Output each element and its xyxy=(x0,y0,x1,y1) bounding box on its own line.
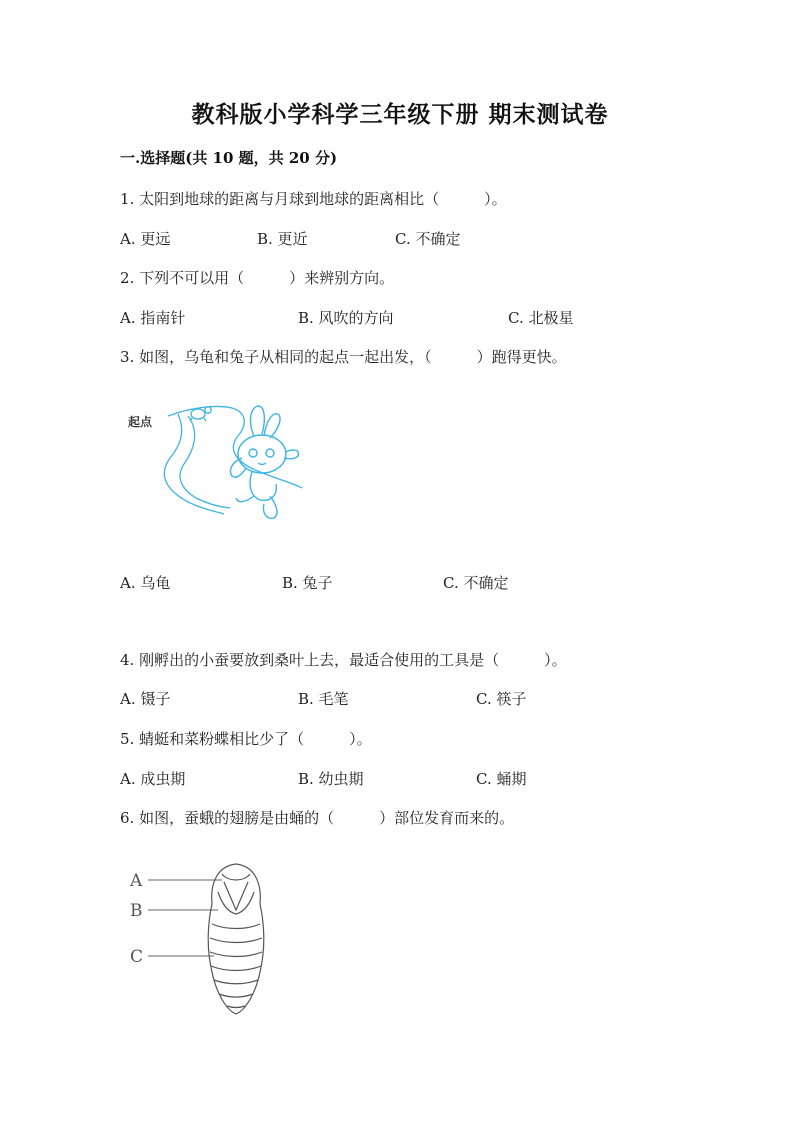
question-5-option-c: C. 蛹期 xyxy=(476,770,527,788)
question-3-option-a: A. 乌龟 xyxy=(120,574,171,592)
question-3-text: 3. 如图，乌龟和兔子从相同的起点一起出发，（ ）跑得更快。 xyxy=(120,348,567,366)
question-2-option-c: C. 北极星 xyxy=(508,309,574,327)
question-2-text: 2. 下列不可以用（ ）来辨别方向。 xyxy=(120,269,395,287)
start-point-label: 起点 xyxy=(128,415,153,429)
question-4-option-a: A. 镊子 xyxy=(120,690,171,708)
question-4-option-c: C. 筷子 xyxy=(476,690,527,708)
pupa-label-b: B xyxy=(130,901,143,921)
question-2-option-a: A. 指南针 xyxy=(120,309,186,327)
question-4-text: 4. 刚孵出的小蚕要放到桑叶上去，最适合使用的工具是（ ）。 xyxy=(120,651,567,669)
silkworm-pupa-figure xyxy=(118,852,288,1027)
tortoise-rabbit-figure xyxy=(120,392,310,532)
question-5-option-b: B. 幼虫期 xyxy=(298,770,364,788)
pupa-icon xyxy=(208,864,264,1014)
question-1-option-a: A. 更远 xyxy=(120,230,171,248)
rabbit-icon xyxy=(230,406,298,518)
question-5-option-a: A. 成虫期 xyxy=(120,770,186,788)
question-6-text: 6. 如图，蚕蛾的翅膀是由蛹的（ ）部位发育而来的。 xyxy=(120,809,515,827)
page-title: 教科版小学科学三年级下册 期末测试卷 xyxy=(191,101,609,128)
question-1-option-b: B. 更近 xyxy=(257,230,308,248)
question-3-option-b: B. 兔子 xyxy=(282,574,333,592)
question-1-text: 1. 太阳到地球的距离与月球到地球的距离相比（ ）。 xyxy=(120,190,507,208)
question-4-option-b: B. 毛笔 xyxy=(298,690,349,708)
section-heading: 一.选择题(共 10 题，共 20 分) xyxy=(120,149,338,167)
question-1-option-c: C. 不确定 xyxy=(395,230,461,248)
question-3-option-c: C. 不确定 xyxy=(443,574,509,592)
question-5-text: 5. 蜻蜓和菜粉蝶相比少了（ ）。 xyxy=(120,730,372,748)
pupa-label-a: A xyxy=(130,871,143,891)
pupa-label-c: C xyxy=(130,947,144,967)
question-2-option-b: B. 风吹的方向 xyxy=(298,309,394,327)
